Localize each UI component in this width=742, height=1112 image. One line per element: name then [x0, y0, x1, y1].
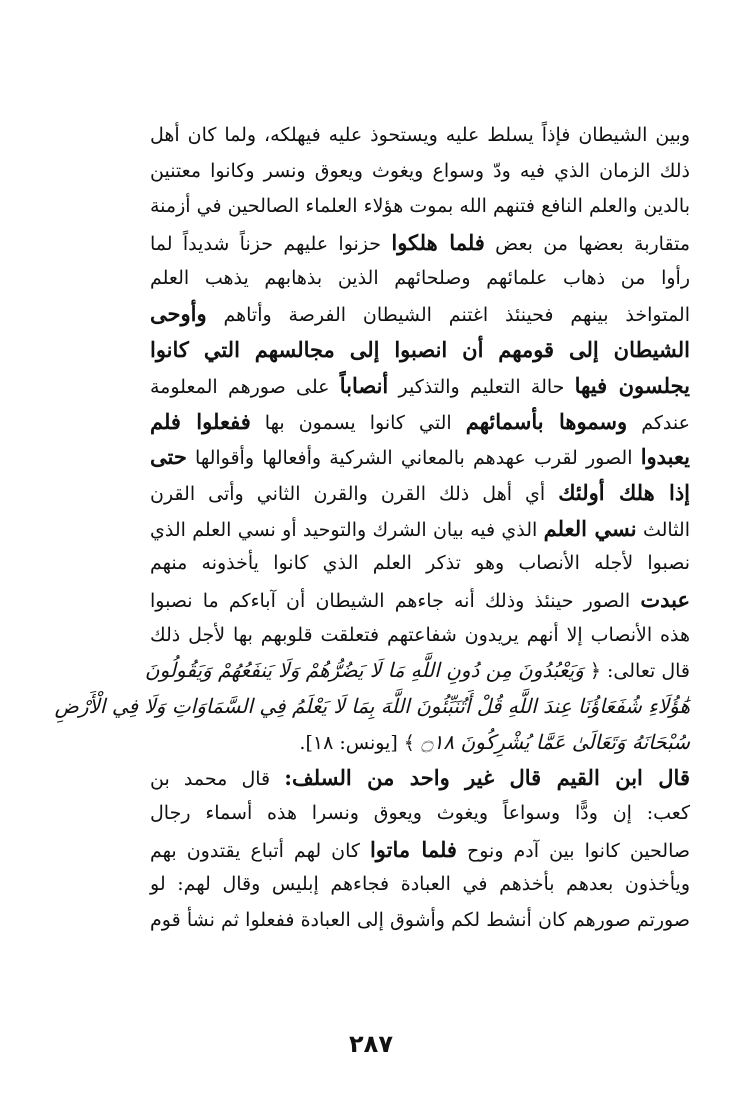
- emphasis: فلما هلكوا: [391, 230, 485, 256]
- quran-verse: هَٰؤُلَاءِ شُفَعَاؤُنَا عِندَ اللَّهِ قُلْ أَتُنَبِّئُونَ اللَّهَ بِمَا لَا يَعْلَمُ فِي السَّمَاوَاتِ وَلَا فِي الْأَرْضِ: [54, 694, 690, 718]
- text-line: رأوا من ذهاب علمائهم وصلحائهم الذين بذهابهم يذهب العلم: [150, 266, 690, 289]
- text-line: صالحين كانوا بين آدم ونوح فلما ماتوا كان لهم أتباع يقتدون بهم: [150, 836, 690, 862]
- text-line: هذه الأنصاب إلا أنهم يريدون شفاعتهم فتعلقت قلوبهم بها لأجل ذلك: [150, 623, 690, 646]
- quran-verse: سُبْحَانَهُ وَتَعَالَىٰ عَمَّا يُشْرِكُونَ ۝١٨: [420, 729, 690, 754]
- emphasis: الشيطان إلى قومهم أن انصبوا إلى مجالسهم التي كانوا: [150, 337, 690, 363]
- emphasis: نسي العلم: [543, 515, 637, 541]
- quran-line: [54, 689, 690, 725]
- verse-reference: ﴾ [يونس: ١٨].: [299, 731, 421, 754]
- text-line: نصبوا لأجله الأنصاب وهو تذكر العلم الذي كانوا يأخذونه منهم: [150, 552, 690, 575]
- text-line: الثالث نسي العلم الذي فيه بيان الشرك والتوحيد أو نسي العلم الذي: [150, 515, 691, 541]
- section-heading: قال ابن القيم قال غير واحد من السلف:: [284, 765, 690, 791]
- text-line: يجلسون فيها حالة التعليم والتذكير أنصاباً على صورهم المعلومة: [150, 372, 690, 398]
- quran-line: [150, 725, 690, 761]
- quran-verse: وَيَعْبُدُونَ مِن دُونِ اللَّهِ مَا لَا يَضُرُّهُمْ وَلَا يَنفَعُهُمْ وَيَقُولُونَ: [144, 658, 584, 683]
- page-number: ٢٨٧: [349, 1030, 393, 1058]
- text-line: يعبدوا الصور لقرب عهدهم بالمعاني الشركية وأفعالها وأقوالها حتى: [150, 444, 690, 470]
- text-line: ذلك الزمان الذي فيه ودّ وسواع ويغوث ويعوق ونسر وكانوا معتنين: [150, 159, 690, 182]
- text-line: وبين الشيطان فإذاً يسلط عليه ويستحوذ عليه فيهلكه، ولما كان أهل: [150, 124, 690, 146]
- body-text: [54, 118, 691, 939]
- text-line: إذا هلك أولئك أي أهل ذلك القرن والقرن الثاني وأتى القرن: [150, 479, 691, 505]
- text-line: متقاربة بعضها من بعض فلما هلكوا حزنوا عليهم حزناً شديداً لما: [150, 230, 690, 256]
- text-line: عندكم وسموها بأسمائهم التي كانوا يسمون بها ففعلوا فلم: [150, 408, 690, 434]
- text-line: عبدت الصور حينئذ وذلك أنه جاءهم الشيطان أن آباءكم ما نصبوا: [150, 586, 690, 612]
- emphasis: حتى: [150, 444, 187, 470]
- emphasis: يعبدوا: [640, 444, 690, 470]
- emphasis: عبدت: [640, 586, 690, 612]
- emphasis: ففعلوا فلم: [150, 408, 251, 434]
- emphasis: فلما ماتوا: [369, 836, 457, 862]
- text-line: [150, 332, 690, 368]
- text-line: بالدين والعلم النافع فتنهم الله بموت هؤلاء العلماء الصالحين في أزمنة: [150, 195, 690, 218]
- emphasis: إذا هلك أولئك: [558, 479, 691, 505]
- text-line: صورتم صورهم كان أنشط لكم وأشوق إلى العبادة ففعلوا ثم نشأ قوم: [150, 909, 690, 932]
- emphasis: وسموها بأسمائهم: [465, 408, 628, 434]
- emphasis: وأوحى: [150, 301, 207, 327]
- text-line: المتواخذ بينهم فحينئذ اغتنم الشيطان الفرصة وأتاهم وأوحى: [150, 301, 690, 327]
- emphasis: يجلسون فيها: [574, 372, 690, 398]
- text-line: كعب: إن ودًّا وسواعاً ويغوث ويعوق ونسرا هذه أسماء رجال: [150, 802, 690, 825]
- text-line: ويأخذون بعدهم بأخذهم في العبادة فجاءهم إبليس وقال لهم: لو: [150, 873, 690, 896]
- text-line: قال ابن القيم قال غير واحد من السلف: قال محمد بن: [150, 765, 690, 791]
- quran-line: قال تعالى: ﴿ وَيَعْبُدُونَ مِن دُونِ اللَّهِ مَا لَا يَضُرُّهُمْ وَلَا يَنفَعُهُمْ وَيَقُولُونَ: [144, 658, 690, 683]
- emphasis: أنصاباً: [339, 372, 389, 398]
